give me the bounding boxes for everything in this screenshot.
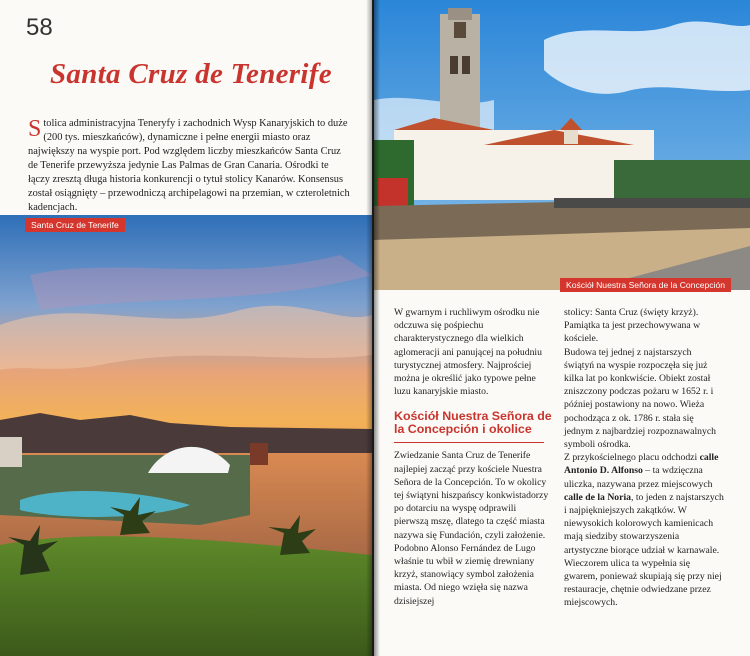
drop-cap: S [28,116,42,142]
body-text: stolicy: Santa Cruz (święty krzyż). Pamiątka ta jest przechowywana w kościele. [564,307,701,345]
body-text: Zwiedzanie Santa Cruz de Tenerife najlepiej zacząć przy kościele Nuestra Señora de la Concepción. To w okolicy tej świątyni hiszpańscy konkwistadorzy po dotarciu na wyspę odprawili pierwszą mszę, dlatego ta część miasta nazywa się Fundación, czyli założenie. Podobno Alonso Fernández de Lugo właśnie tu wbił w ziemię drewniany krzyż, stanowiący symbol założenia miasta. Od niego wzięła się nazwa dzisiejszej [394,450,549,607]
heading-rule [394,442,544,443]
street-name: calle de la Noria [564,491,631,503]
intro-paragraph [28,117,353,215]
city-sunset-photo [0,215,372,656]
text-column-1 [394,306,552,608]
page-number: 58 [26,14,53,41]
intro-text: W gwarnym i ruchliwym ośrodku nie odczuwa się pośpiechu charakterystycznego dla wielkich aglomeracji ani panującej na południu turystycznej atmosfery. Najprościej można je określić jako typowe pełne luzu kanaryjskie miasto. [394,307,542,398]
photo-caption-church: Kościół Nuestra Señora de la Concepción [560,278,731,292]
body-text: Budowa tej jednej z najstarszych świątyń na wyspie rozpoczęła się już kilka lat po konkwiście. Obiekt został zniszczony podczas pożaru w 1652 r. i później postawiony na nowo. Wieża pochodząca z ok. 1786 r. stała się jednym z najbardziej rozpoznawalnych symboli ośrodka. [564,346,716,451]
text-column-2 [564,306,724,610]
intro-text: tolica administracyjna Teneryfy i zachodnich Wysp Kanaryjskich to duże (200 tys. mieszkańców), dynamiczne i pełne energii miasto oraz największy na wyspie port. Pod względem liczby mieszkańców Santa Cruz de Tenerife przewyższa jedynie Las Palmas de Gran Canaria. Ośrodki te łączy zresztą długa historia konkurencji o tytuł stolicy Kanarów. Konsensus został osiągnięty – przewodniczą archipelagowi na przemian, w czteroletnich kadencjach. [28,118,350,213]
book-gutter [366,0,380,656]
section-heading: Kościół Nuestra Señora de la Concepción i okolice [394,409,552,437]
page-title: Santa Cruz de Tenerife [50,58,332,90]
body-text: Z przykościelnego placu odchodzi calle Antonio D. Alfonso – ta wdzięczna uliczka, nazywana przez miejscowych calle de la Noria, to jeden z najstarszych i najpiękniejszych zakątków. W niewysokich kolorowych kamienicach mają siedziby stowarzyszenia artystyczne biorące udział w karnawale. Wieczorem ulica ta wypełnia się gwarem, ponieważ skupiają się przy niej restauracje, chętnie odwiedzane przez miejscowych. [564,452,724,609]
photo-caption: Santa Cruz de Tenerife [25,218,125,232]
street-name: calle Antonio D. Alfonso [564,452,719,477]
right-page [374,0,750,656]
church-photo [374,0,750,290]
left-page [0,0,372,656]
